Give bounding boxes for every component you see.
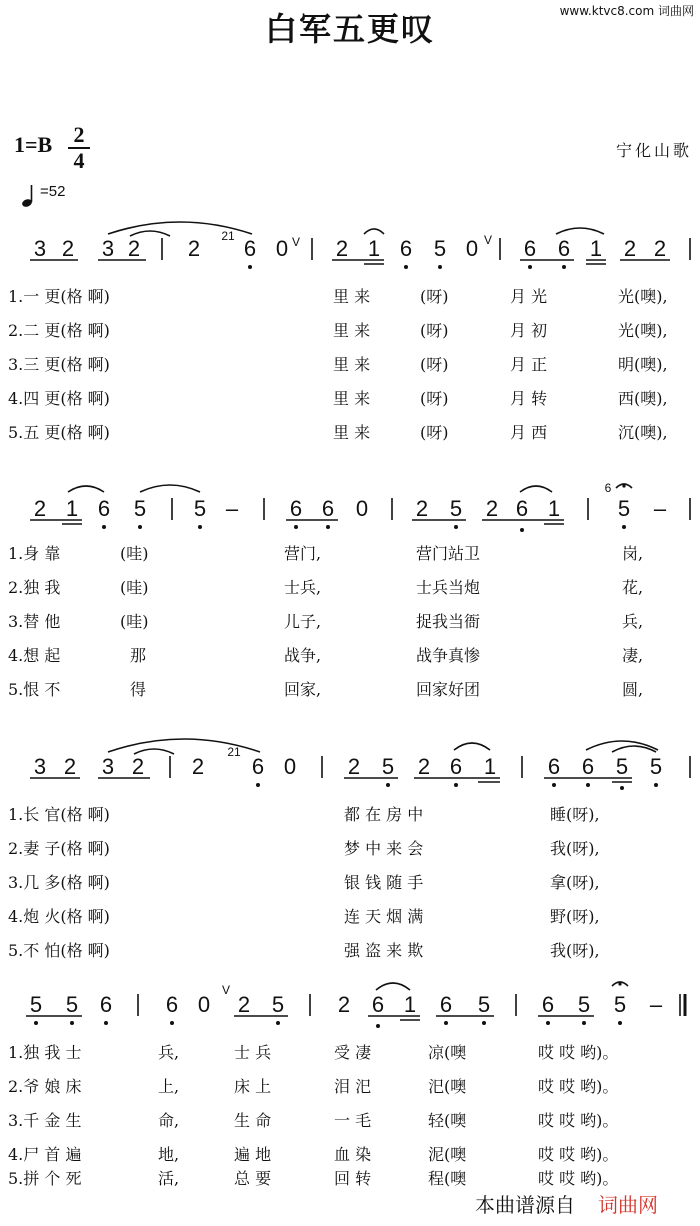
note: 6: [523, 236, 537, 261]
note: 1: [65, 496, 79, 521]
note: V: [221, 983, 231, 997]
note: 6: [251, 754, 265, 779]
breath-mark: V: [291, 235, 301, 249]
lyric-text: 月 正: [510, 355, 548, 374]
note: 2: [33, 496, 47, 521]
lyric-row: [8, 352, 698, 376]
note: 0: [465, 236, 479, 261]
lyric-text: 生 命: [234, 1111, 272, 1130]
lyric-text: 里 来: [333, 423, 371, 442]
note: 6: [289, 496, 303, 521]
lyric-text: 凄,: [622, 646, 644, 665]
note: 3: [33, 754, 47, 779]
lyric-text: 上,: [158, 1077, 180, 1096]
lyric-text: 4.想 起: [8, 646, 61, 665]
lyric-text: 轻(噢: [428, 1111, 467, 1130]
lyric-text: 强 盗 来 欺: [344, 941, 424, 960]
footer-site-link[interactable]: 词曲网: [598, 1193, 658, 1217]
note: 0: [283, 754, 297, 779]
lyric-text: 哎 哎 哟)。: [538, 1111, 619, 1130]
octave-dot: [482, 1021, 486, 1025]
octave-dot: [170, 1021, 174, 1025]
note: –: [225, 496, 239, 521]
note: 1: [547, 496, 561, 521]
lyric-text: 那: [130, 646, 147, 665]
lyric-text: 西(噢),: [618, 389, 668, 408]
lyric-text: 战争真惨: [416, 646, 481, 665]
lyric-row: [8, 609, 698, 633]
lyric-text: 哎 哎 哟)。: [538, 1145, 619, 1164]
note: –: [649, 992, 663, 1017]
lyric-text: 里 来: [333, 321, 371, 340]
lyric-text: 4.四 更(格 啊): [8, 389, 110, 408]
lyric-text: 程(噢: [428, 1169, 467, 1188]
octave-dot: [386, 783, 390, 787]
lyric-text: 泪 汜: [334, 1077, 372, 1096]
octave-dot: [376, 1024, 380, 1028]
note: 1: [403, 992, 417, 1017]
octave-dot: [444, 1021, 448, 1025]
lyric-text: 5.拼 个 死: [8, 1169, 82, 1188]
octave-dot: [622, 484, 625, 487]
lyric-text: 2.爷 娘 床: [8, 1077, 82, 1096]
lyric-text: 汜(噢: [428, 1077, 467, 1096]
lyric-row: [8, 904, 698, 928]
lyric-text: 月 西: [510, 423, 548, 442]
octave-dot: [618, 1021, 622, 1025]
note: 5: [381, 754, 395, 779]
octave-dot: [586, 783, 590, 787]
note: 5: [433, 236, 447, 261]
lyric-text: 活,: [158, 1169, 180, 1188]
octave-dot: [256, 783, 260, 787]
note: 2: [63, 754, 77, 779]
note: 6: [165, 992, 179, 1017]
lyric-text: 里 来: [333, 389, 371, 408]
lyric-text: 命,: [158, 1111, 180, 1130]
lyric-row: [8, 1142, 698, 1166]
time-signature: [68, 124, 90, 172]
lyric-text: 我(呀),: [550, 941, 600, 960]
lyric-text: 血 染: [334, 1145, 372, 1164]
lyric-text: 士 兵: [234, 1043, 272, 1062]
notation-system-2: [0, 472, 700, 532]
lyric-text: 哎 哎 哟)。: [538, 1169, 619, 1188]
lyric-text: 士兵,: [284, 578, 322, 597]
slur: [454, 743, 490, 750]
lyric-row: [8, 318, 698, 342]
lyric-text: (呀): [420, 287, 449, 306]
lyric-text: (呀): [420, 355, 449, 374]
song-title: 白军五更叹: [264, 10, 435, 48]
lyric-text: 睡(呀),: [550, 805, 600, 824]
lyric-row: [8, 802, 698, 826]
lyric-text: 光(噢),: [618, 287, 668, 306]
lyric-text: 3.千 金 生: [8, 1111, 82, 1130]
lyric-text: 总 要: [234, 1169, 272, 1188]
lyric-text: 拿(呀),: [550, 873, 600, 892]
lyric-text: 月 初: [510, 321, 548, 340]
note: 5: [613, 992, 627, 1017]
note: 2: [131, 754, 145, 779]
note: 2: [127, 236, 141, 261]
note: 2: [623, 236, 637, 261]
note: 2: [417, 754, 431, 779]
lyric-text: 兵,: [622, 612, 644, 631]
note: 5: [577, 992, 591, 1017]
lyric-row: [8, 870, 698, 894]
note: 2: [485, 496, 499, 521]
lyric-text: 3.三 更(格 啊): [8, 355, 110, 374]
lyric-row: [8, 575, 698, 599]
lyric-text: 4.尸 首 遍: [8, 1145, 82, 1164]
time-signature-denominator: 4: [73, 148, 85, 173]
lyric-text: 凉(噢: [428, 1043, 467, 1062]
lyric-text: 5.恨 不: [8, 680, 61, 699]
lyric-text: 床 上: [234, 1077, 272, 1096]
note: 2: [187, 236, 201, 261]
octave-dot: [622, 525, 626, 529]
note: 5: [65, 992, 79, 1017]
note: 0: [355, 496, 369, 521]
grace-note: 21: [221, 229, 235, 243]
lyric-text: 里 来: [333, 355, 371, 374]
lyric-text: 月 转: [510, 389, 548, 408]
lyric-text: 明(噢),: [618, 355, 668, 374]
lyric-text: 花,: [622, 578, 644, 597]
lyric-text: 5.五 更(格 啊): [8, 423, 110, 442]
note: 2: [337, 992, 351, 1017]
slur: [556, 228, 604, 234]
octave-dot: [294, 525, 298, 529]
lyric-text: 战争,: [284, 646, 322, 665]
lyric-text: 我(呀),: [550, 839, 600, 858]
lyric-row: [8, 1040, 698, 1064]
notation-system-3: [0, 730, 700, 790]
note: 3: [33, 236, 47, 261]
note: 1: [483, 754, 497, 779]
note: 5: [617, 496, 631, 521]
note: 5: [193, 496, 207, 521]
note: 6: [371, 992, 385, 1017]
octave-dot: [520, 528, 524, 532]
octave-dot: [654, 783, 658, 787]
lyric-row: [8, 420, 698, 444]
octave-dot: [454, 525, 458, 529]
lyric-text: 兵,: [158, 1043, 180, 1062]
low-octave-dot: [528, 265, 532, 269]
lyric-row: [8, 677, 698, 701]
octave-dot: [620, 786, 624, 790]
lyric-text: 哎 哎 哟)。: [538, 1043, 619, 1062]
octave-dot: [198, 525, 202, 529]
note: 2: [415, 496, 429, 521]
octave-dot: [582, 1021, 586, 1025]
note: 5: [477, 992, 491, 1017]
lyric-text: (呀): [420, 321, 449, 340]
lyric-text: 受 凄: [334, 1043, 372, 1062]
note: 6: [99, 992, 113, 1017]
lyric-row: [8, 386, 698, 410]
breath-mark: V: [483, 233, 493, 247]
note: 6: [321, 496, 335, 521]
low-octave-dot: [248, 265, 252, 269]
lyric-text: 地,: [158, 1145, 180, 1164]
lyric-text: (哇): [120, 612, 149, 631]
lyric-row: [8, 284, 698, 308]
lyric-text: 回家好团: [416, 680, 481, 699]
lyric-text: 士兵当炮: [416, 578, 481, 597]
note: 6: [399, 236, 413, 261]
lyric-row: [8, 643, 698, 667]
lyric-row: [8, 1166, 698, 1190]
note: 6: [541, 992, 555, 1017]
lyric-text: 泥(噢: [428, 1145, 467, 1164]
lyric-text: 岗,: [622, 544, 644, 563]
lyric-text: 2.二 更(格 啊): [8, 321, 110, 340]
lyric-text: 月 光: [510, 287, 548, 306]
lyric-text: 回家,: [284, 680, 322, 699]
lyric-text: 哎 哎 哟)。: [538, 1077, 619, 1096]
lyric-text: 圆,: [622, 680, 644, 699]
lyric-text: 4.炮 火(格 啊): [8, 907, 110, 926]
lyric-text: 沉(噢),: [618, 423, 668, 442]
lyric-row: [8, 541, 698, 565]
note: 5: [449, 496, 463, 521]
key-signature: 1=B: [14, 132, 53, 157]
lyric-text: 儿子,: [284, 612, 322, 631]
lyric-text: 3.几 多(格 啊): [8, 873, 110, 892]
lyric-text: 梦 中 来 会: [344, 839, 424, 858]
lyric-text: 1.一 更(格 啊): [8, 287, 110, 306]
notation-system-1: [0, 212, 700, 272]
notation-system-4: [0, 972, 700, 1032]
note: 0: [197, 992, 211, 1017]
lyric-row: [8, 1074, 698, 1098]
note: 6: [604, 481, 612, 495]
lyric-text: 1.长 官(格 啊): [8, 805, 110, 824]
octave-dot: [34, 1021, 38, 1025]
quarter-note-icon: [22, 184, 36, 208]
lyric-text: (呀): [420, 423, 449, 442]
octave-dot: [138, 525, 142, 529]
note: 5: [649, 754, 663, 779]
lyric-text: 野(呀),: [550, 907, 600, 926]
lyric-row: [8, 938, 698, 962]
lyric-text: 得: [130, 680, 147, 699]
note: 2: [653, 236, 667, 261]
octave-dot: [70, 1021, 74, 1025]
low-octave-dot: [438, 265, 442, 269]
note: 6: [97, 496, 111, 521]
octave-dot: [104, 1021, 108, 1025]
note: 5: [29, 992, 43, 1017]
octave-dot: [276, 1021, 280, 1025]
octave-dot: [552, 783, 556, 787]
lyric-text: 遍 地: [234, 1145, 272, 1164]
note: 6: [243, 236, 257, 261]
note: 6: [581, 754, 595, 779]
slur: [140, 485, 200, 492]
octave-dot: [326, 525, 330, 529]
note: 1: [589, 236, 603, 261]
lyric-text: (哇): [120, 578, 149, 597]
note: 2: [237, 992, 251, 1017]
lyric-text: (呀): [420, 389, 449, 408]
time-signature-numerator: 2: [73, 122, 85, 147]
low-octave-dot: [404, 265, 408, 269]
lyric-text: 回 转: [334, 1169, 372, 1188]
octave-dot: [454, 783, 458, 787]
lyric-text: 里 来: [333, 287, 371, 306]
note: 2: [347, 754, 361, 779]
note: 6: [515, 496, 529, 521]
lyric-text: 捉我当衙: [416, 612, 481, 631]
note: 3: [101, 754, 115, 779]
note: 5: [133, 496, 147, 521]
slur: [68, 486, 104, 492]
note: 2: [191, 754, 205, 779]
note: 6: [557, 236, 571, 261]
note: 3: [101, 236, 115, 261]
lyric-text: 连 天 烟 满: [344, 907, 424, 926]
lyric-row: [8, 1108, 698, 1132]
lyric-text: 2.妻 子(格 啊): [8, 839, 110, 858]
low-octave-dot: [562, 265, 566, 269]
note: 1: [367, 236, 381, 261]
slur: [376, 983, 410, 990]
note: 6: [449, 754, 463, 779]
note: 6: [547, 754, 561, 779]
footer-source-label: 本曲谱源自: [475, 1193, 575, 1217]
lyric-text: 1.独 我 士: [8, 1043, 82, 1062]
note: 5: [615, 754, 629, 779]
note: 21: [227, 745, 241, 759]
lyric-text: 2.独 我: [8, 578, 61, 597]
octave-dot: [618, 982, 621, 985]
lyric-text: (哇): [120, 544, 149, 563]
octave-dot: [546, 1021, 550, 1025]
note: 0: [275, 236, 289, 261]
lyric-text: 一 毛: [334, 1111, 372, 1130]
tempo-marking: =52: [40, 183, 66, 200]
note: 6: [439, 992, 453, 1017]
note: –: [653, 496, 667, 521]
site-url[interactable]: www.ktvc8.com 词曲网: [559, 4, 694, 18]
slur: [364, 229, 384, 234]
lyric-text: 5.不 怕(格 啊): [8, 941, 110, 960]
note: 2: [61, 236, 75, 261]
note: 5: [271, 992, 285, 1017]
lyric-text: 光(噢),: [618, 321, 668, 340]
lyric-text: 都 在 房 中: [344, 805, 424, 824]
lyric-row: [8, 836, 698, 860]
lyric-text: 3.替 他: [8, 612, 61, 631]
song-source: 宁化山歌: [615, 141, 692, 160]
slur: [520, 486, 552, 492]
lyric-text: 1.身 靠: [8, 544, 61, 563]
lyric-text: 营门,: [284, 544, 322, 563]
note: 2: [335, 236, 349, 261]
octave-dot: [102, 525, 106, 529]
lyric-text: 营门站卫: [416, 544, 481, 563]
lyric-text: 银 钱 随 手: [344, 873, 424, 892]
